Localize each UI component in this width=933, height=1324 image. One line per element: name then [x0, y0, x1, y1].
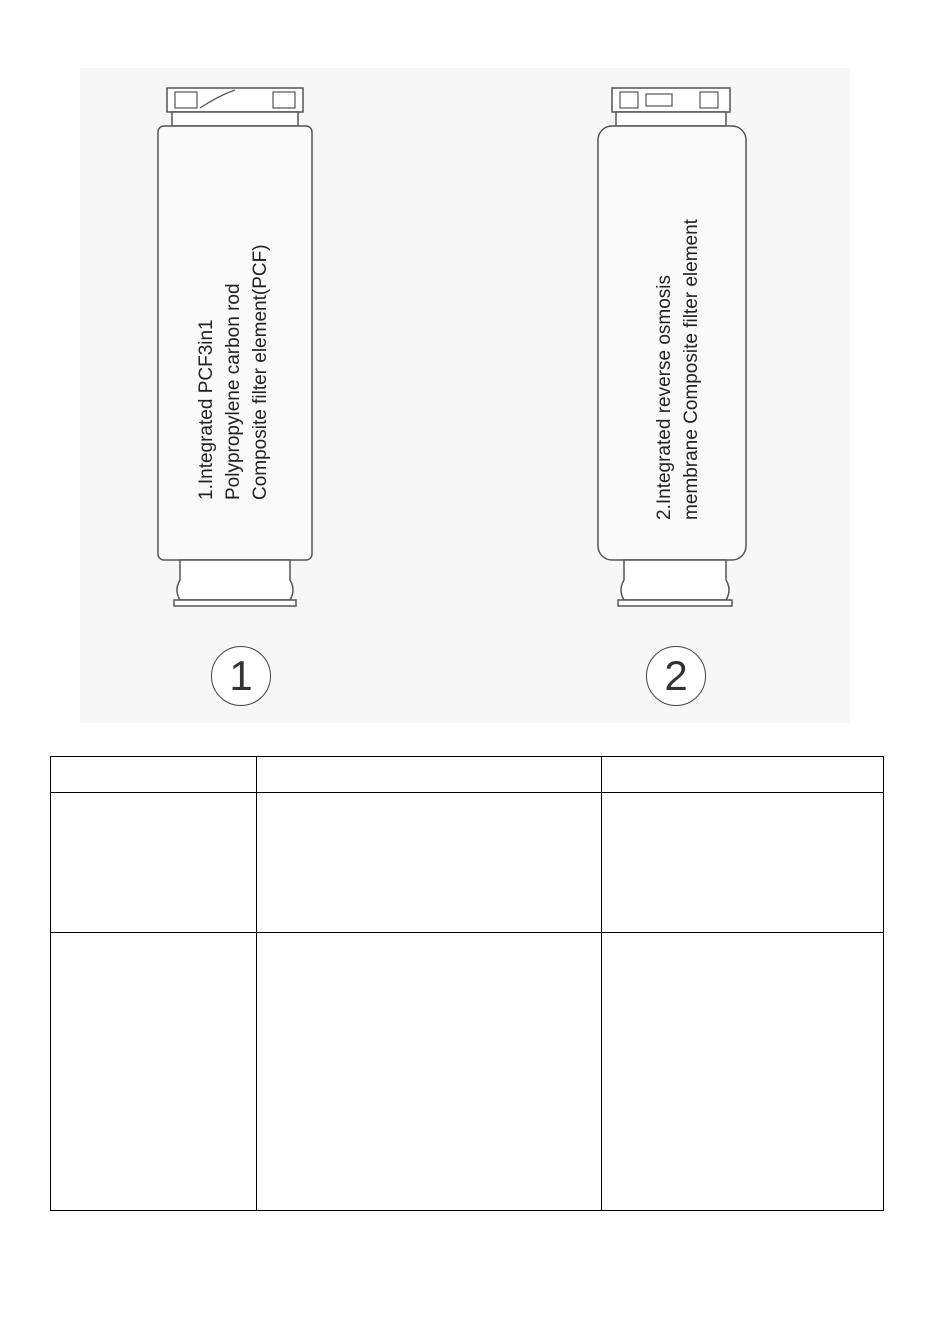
table-cell	[602, 933, 884, 1211]
spec-table	[50, 756, 884, 1211]
filter-1-label-line: Polypropylene carbon rod	[223, 283, 244, 500]
table-cell	[51, 933, 257, 1211]
table-cell	[602, 793, 884, 933]
table-header-cell	[602, 757, 884, 793]
table-cell	[257, 793, 602, 933]
table-header-row	[51, 757, 884, 793]
table-header-cell	[51, 757, 257, 793]
table-row	[51, 933, 884, 1211]
filter-figure-panel	[80, 68, 850, 723]
circled-number-1-icon	[211, 646, 271, 706]
table-cell	[257, 933, 602, 1211]
table-row	[51, 793, 884, 933]
table-header-cell	[257, 757, 602, 793]
filter-1-label-line: Composite filter element(PCF)	[250, 244, 271, 500]
filter-1-label	[193, 244, 274, 500]
filter-2-label-line: membrane Composite filter element	[681, 219, 702, 520]
filter-1-label-line: 1.Integrated PCF3in1	[196, 319, 217, 500]
filter-2-label	[651, 219, 705, 520]
circled-number-2-icon	[646, 646, 706, 706]
table-cell	[51, 793, 257, 933]
circled-number-1-text: 1	[229, 652, 253, 699]
circled-number-2-text: 2	[664, 652, 688, 699]
filter-2-label-line: 2.Integrated reverse osmosis	[654, 274, 675, 520]
